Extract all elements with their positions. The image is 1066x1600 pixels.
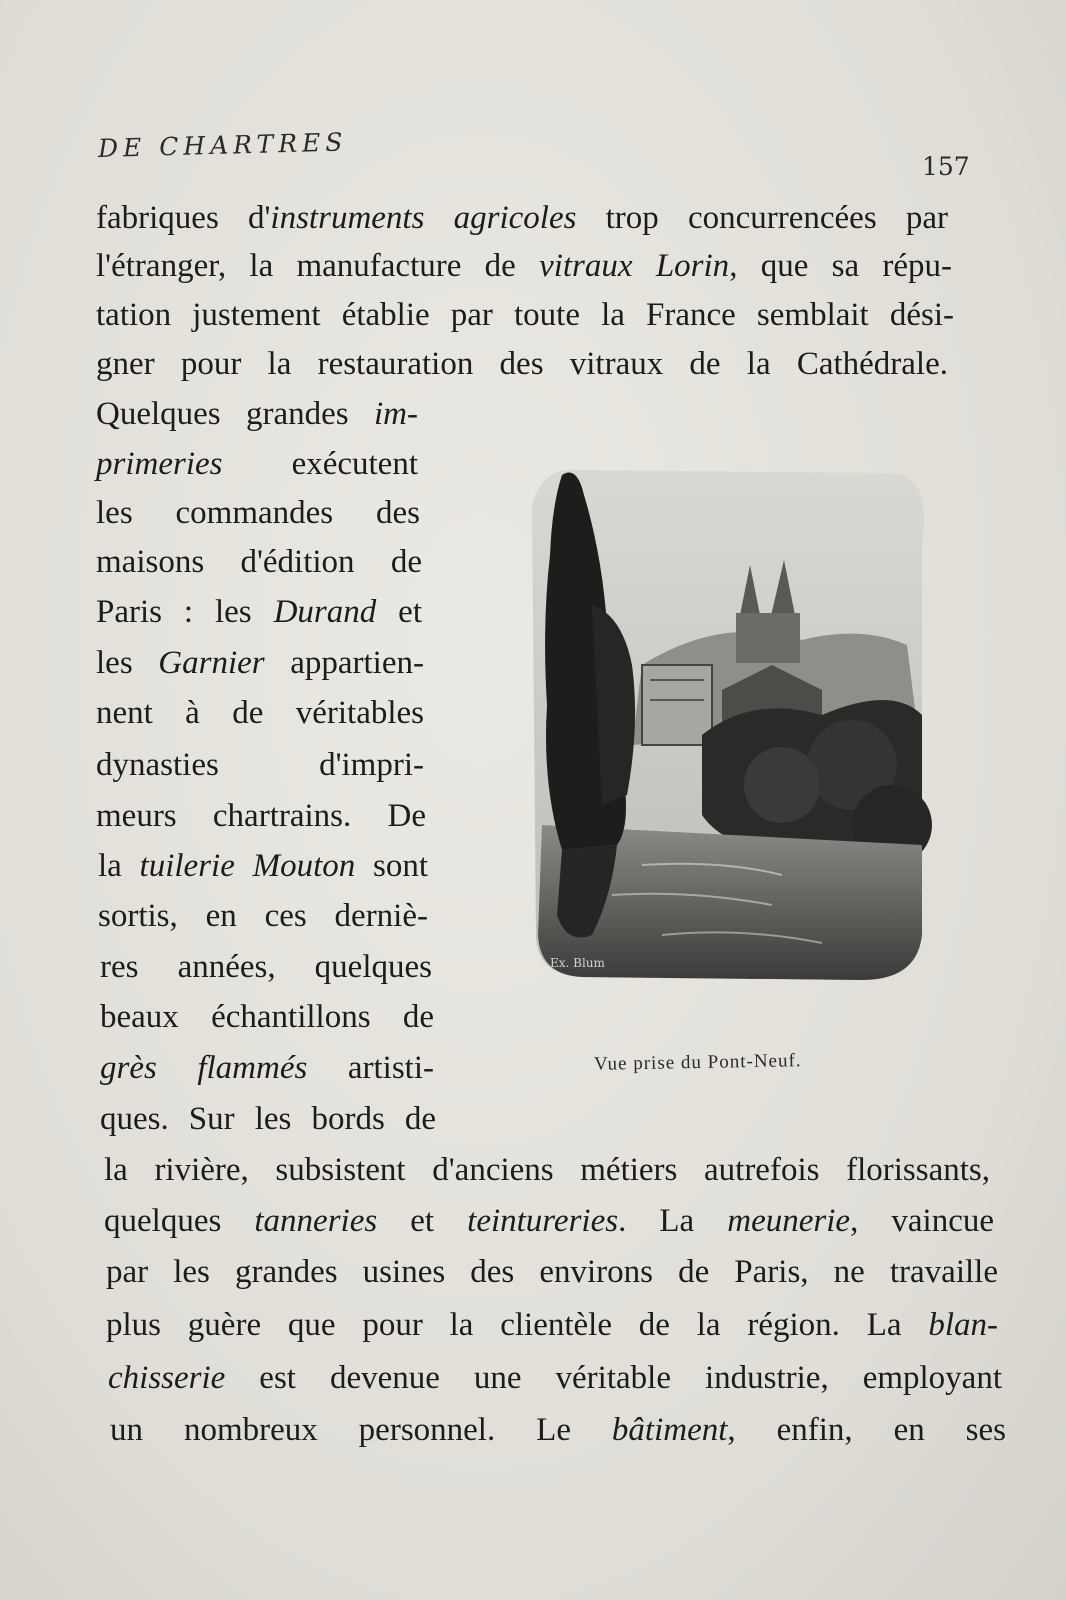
- text-line: grès flammés artisti-: [100, 1050, 434, 1086]
- text-line: chisserie est devenue une véritable industrie, employant: [108, 1360, 1002, 1396]
- page-number: 157: [922, 152, 970, 181]
- text-line: les Garnier appartien-: [96, 645, 424, 681]
- text-line: res années, quelques: [100, 949, 432, 985]
- photograph-river-view-cathedral: [522, 465, 942, 990]
- figure-caption: Vue prise du Pont-Neuf.: [593, 1050, 802, 1075]
- svg-text:Ex. Blum: Ex. Blum: [550, 956, 605, 970]
- text-line: gner pour la restauration des vitraux de la Cathédrale.: [96, 346, 948, 382]
- photograph-figure: [522, 465, 942, 990]
- text-line: ques. Sur les bords de: [100, 1101, 436, 1137]
- text-line: primeries exécutent: [96, 446, 418, 482]
- text-line: maisons d'édition de: [96, 544, 422, 580]
- text-line: sortis, en ces derniè-: [98, 898, 428, 934]
- text-line: tation justement établie par toute la France semblait dési-: [96, 297, 954, 333]
- running-title: DE CHARTRES: [97, 127, 348, 163]
- text-line: la tuilerie Mouton sont: [98, 848, 428, 884]
- text-line: meurs chartrains. De: [96, 798, 426, 834]
- text-line: un nombreux personnel. Le bâtiment, enfin, en ses: [110, 1412, 1006, 1448]
- text-line: fabriques d'instruments agricoles trop concurrencées par: [96, 200, 948, 236]
- text-line: Quelques grandes im-: [96, 396, 418, 432]
- text-line: dynasties d'impri-: [96, 747, 424, 783]
- text-line: Paris : les Durand et: [96, 594, 422, 630]
- text-line: par les grandes usines des environs de Paris, ne travaille: [106, 1254, 998, 1290]
- text-line: quelques tanneries et teintureries. La meunerie, vaincue: [104, 1203, 994, 1239]
- text-line: les commandes des: [96, 495, 420, 531]
- text-line: nent à de véritables: [96, 695, 424, 731]
- text-line: l'étranger, la manufacture de vitraux Lorin, que sa répu-: [96, 248, 953, 284]
- text-line: beaux échantillons de: [100, 999, 434, 1035]
- text-line: plus guère que pour la clientèle de la région. La blan-: [106, 1307, 998, 1343]
- text-line: la rivière, subsistent d'anciens métiers autrefois florissants,: [104, 1152, 990, 1188]
